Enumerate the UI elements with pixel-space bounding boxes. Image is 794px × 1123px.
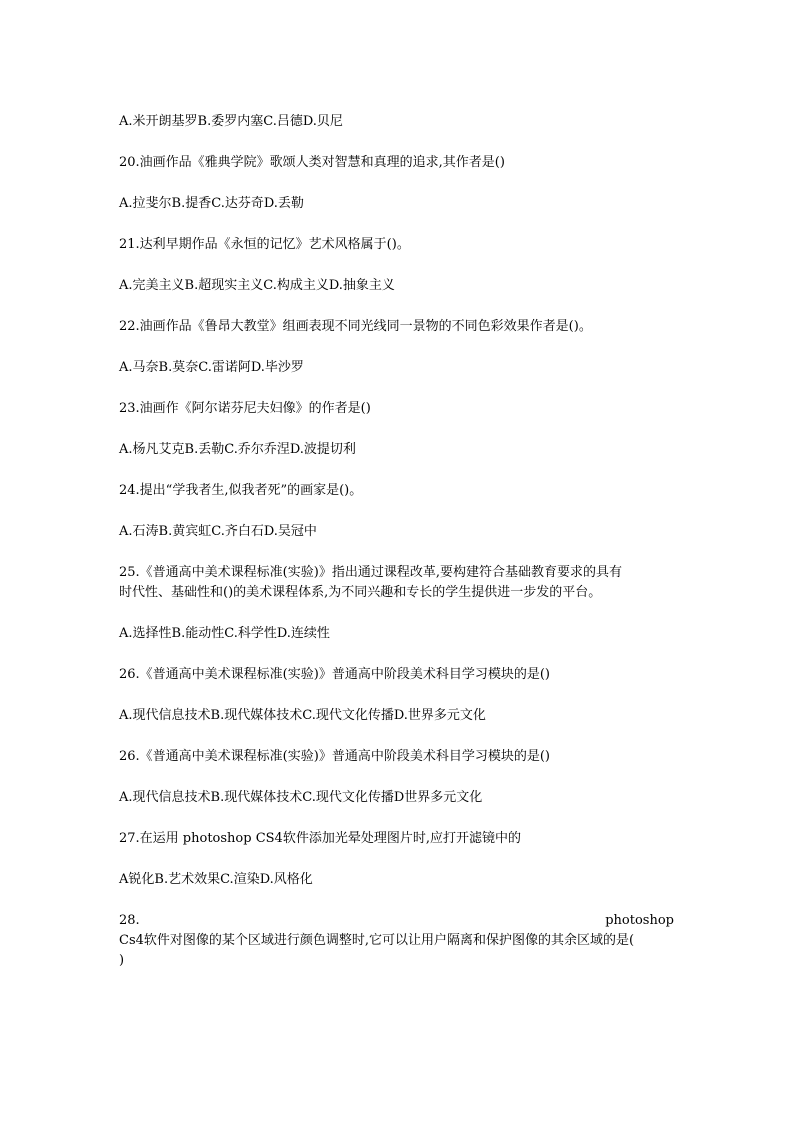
- question-27: 27.在运用 photoshop CS4软件添加光晕处理图片时,应打开滤镜中的: [119, 831, 521, 846]
- answer-options-23: A.杨凡艾克B.丢勒C.乔尔乔涅D.波提切利: [119, 442, 356, 457]
- question-28: [119, 911, 675, 971]
- question-26: 26.《普通高中美术课程标准(实验)》普通高中阶段美术科目学习模块的是(): [119, 667, 550, 682]
- question-25: [119, 563, 675, 603]
- question-list: [119, 112, 675, 971]
- answer-options-26-duplicate: A.现代信息技术B.现代媒体技术C.现代文化传播D世界多元文化: [119, 790, 483, 805]
- question-25-line-2: 时代性、基础性和()的美术课程体系,为不同兴趣和专长的学生提供进一步发的平台。: [119, 585, 602, 600]
- answer-options-19: A.米开朗基罗B.委罗内塞C.吕德D.贝尼: [119, 114, 343, 129]
- question-24: 24.提出“学我者生,似我者死”的画家是()。: [119, 483, 363, 498]
- answer-options-22: A.马奈B.莫奈C.雷诺阿D.毕沙罗: [119, 360, 304, 375]
- question-22: 22.油画作品《鲁昂大教堂》组画表现不同光线同一景物的不同色彩效果作者是()。: [119, 319, 592, 334]
- question-21: 21.达利早期作品《永恒的记忆》艺术风格属于()。: [119, 237, 410, 252]
- answer-options-21: A.完美主义B.超现实主义C.构成主义D.抽象主义: [119, 278, 395, 293]
- question-20: 20.油画作品《雅典学院》歌颂人类对智慧和真理的追求,其作者是(): [119, 155, 505, 170]
- question-28-first-line: [119, 911, 674, 931]
- answer-options-25: A.选择性B.能动性C.科学性D.连续性: [119, 626, 330, 641]
- question-28-number: 28.: [119, 913, 140, 928]
- answer-options-20: A.拉斐尔B.提香C.达芬奇D.丢勒: [119, 196, 304, 211]
- question-28-software: photoshop: [605, 913, 674, 928]
- answer-options-26: A.现代信息技术B.现代媒体技术C.现代文化传播D.世界多元文化: [119, 708, 486, 723]
- answer-options-24: A.石涛B.黄宾虹C.齐白石D.吴冠中: [119, 524, 317, 539]
- question-25-line-1: 25.《普通高中美术课程标准(实验)》指出通过课程改革,要构建符合基础教育要求的具有: [119, 565, 622, 580]
- question-23: 23.油画作《阿尔诺芬尼夫妇像》的作者是(): [119, 401, 371, 416]
- question-28-close: ): [119, 953, 125, 968]
- question-26-duplicate: 26.《普通高中美术课程标准(实验)》普通高中阶段美术科目学习模块的是(): [119, 749, 550, 764]
- question-28-text: Cs4软件对图像的某个区域进行颜色调整时,它可以让用户隔离和保护图像的其余区域的是(: [119, 933, 635, 948]
- answer-options-27: A锐化B.艺术效果C.渲染D.风格化: [119, 872, 313, 887]
